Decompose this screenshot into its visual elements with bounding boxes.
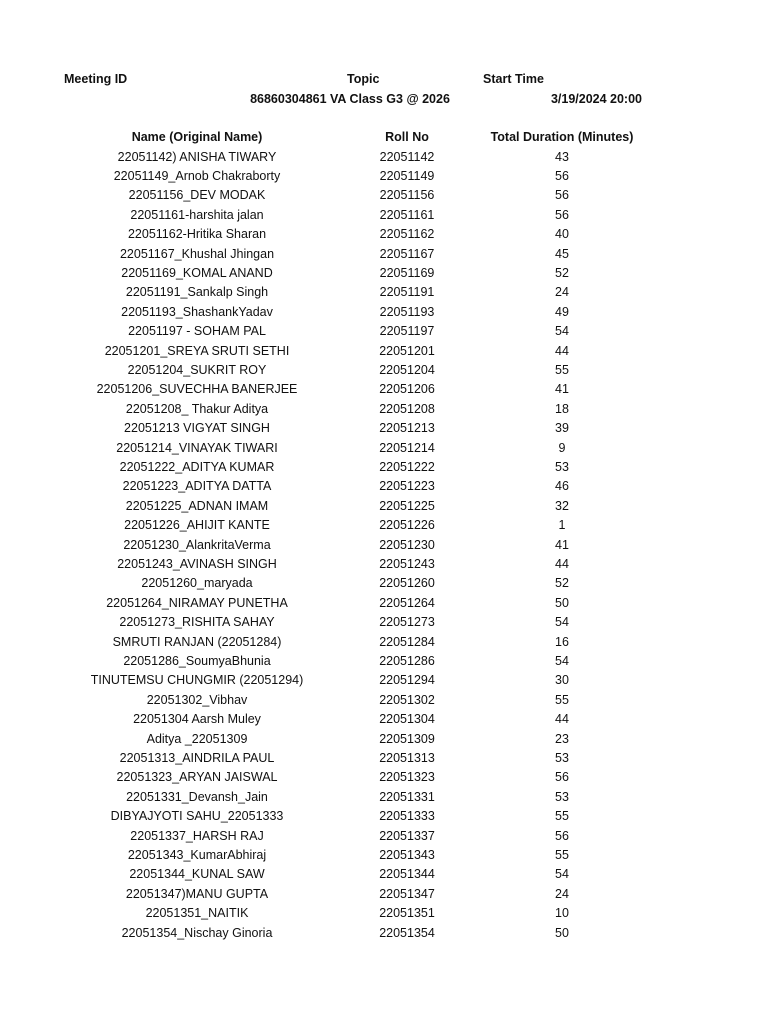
roll-no-cell: 22051354 [379, 925, 435, 940]
roll-no-cell: 22051243 [379, 556, 435, 571]
duration-cell: 49 [555, 304, 569, 319]
duration-cell: 44 [555, 343, 569, 358]
duration-cell: 45 [555, 246, 569, 261]
duration-cell: 41 [555, 537, 569, 552]
roll-no-cell: 22051286 [379, 653, 435, 668]
participant-name-cell: 22051347)MANU GUPTA [125, 886, 269, 901]
column-header-roll-no: Roll No [385, 130, 429, 144]
duration-cell: 56 [555, 207, 569, 222]
duration-cell: 55 [555, 362, 569, 377]
table-row [0, 362, 768, 381]
duration-cell: 53 [555, 750, 569, 765]
roll-no-cell: 22051142 [379, 149, 435, 164]
participant-name-cell: 22051208_ Thakur Aditya [125, 401, 269, 416]
duration-cell: 54 [555, 653, 569, 668]
duration-cell: 18 [555, 401, 569, 416]
duration-cell: 32 [555, 498, 569, 513]
table-row [0, 517, 768, 536]
participant-name-cell: 22051273_RISHITA SAHAY [119, 615, 275, 630]
table-row [0, 459, 768, 478]
roll-no-cell: 22051222 [379, 459, 435, 474]
table-row [0, 246, 768, 265]
duration-cell: 55 [555, 692, 569, 707]
participant-name-cell: 22051222_ADITYA KUMAR [119, 459, 275, 474]
participant-name-cell: 22051206_SUVECHHA BANERJEE [96, 382, 298, 397]
roll-no-cell: 22051284 [379, 634, 435, 649]
duration-cell: 52 [555, 576, 569, 591]
table-row [0, 634, 768, 653]
table-row [0, 595, 768, 614]
participant-name-cell: 22051156_DEV MODAK [128, 188, 266, 203]
roll-no-cell: 22051223 [379, 479, 435, 494]
table-row [0, 886, 768, 905]
duration-cell: 23 [555, 731, 569, 746]
duration-cell: 46 [555, 479, 569, 494]
roll-no-cell: 22051208 [379, 401, 435, 416]
participant-name-cell: Aditya _22051309 [146, 731, 248, 746]
duration-cell: 44 [555, 556, 569, 571]
duration-cell: 52 [555, 265, 569, 280]
roll-no-cell: 22051206 [379, 382, 435, 397]
participant-name-cell: 22051169_KOMAL ANAND [121, 265, 273, 280]
roll-no-cell: 22051337 [379, 828, 435, 843]
roll-no-cell: 22051162 [379, 227, 435, 242]
roll-no-cell: 22051344 [379, 867, 435, 882]
participant-name-cell: 22051201_SREYA SRUTI SETHI [104, 343, 290, 358]
duration-cell: 30 [555, 673, 569, 688]
meeting-id-label: Meeting ID [64, 72, 128, 86]
table-row [0, 440, 768, 459]
participant-name-cell: 22051167_Khushal Jhingan [119, 246, 275, 261]
table-row [0, 731, 768, 750]
table-row [0, 575, 768, 594]
roll-no-cell: 22051260 [379, 576, 435, 591]
table-row [0, 692, 768, 711]
table-row [0, 925, 768, 944]
roll-no-cell: 22051213 [379, 421, 435, 436]
duration-cell: 53 [555, 789, 569, 804]
participant-name-cell: 22051260_maryada [141, 576, 253, 591]
table-row [0, 401, 768, 420]
participant-name-cell: 22051162-Hritika Sharan [127, 227, 267, 242]
duration-cell: 43 [555, 149, 569, 164]
table-row [0, 828, 768, 847]
roll-no-cell: 22051230 [379, 537, 435, 552]
table-row [0, 343, 768, 362]
duration-cell: 56 [555, 168, 569, 183]
column-header-name: Name (Original Name) [131, 130, 263, 144]
table-row [0, 556, 768, 575]
duration-cell: 54 [555, 615, 569, 630]
roll-no-cell: 22051264 [379, 595, 435, 610]
participant-name-cell: 22051337_HARSH RAJ [130, 828, 264, 843]
roll-no-cell: 22051333 [379, 809, 435, 824]
table-row [0, 537, 768, 556]
participant-name-cell: 22051214_VINAYAK TIWARI [116, 440, 278, 455]
participant-name-cell: 22051149_Arnob Chakraborty [113, 168, 281, 183]
participant-name-cell: 22051225_ADNAN IMAM [125, 498, 269, 513]
duration-cell: 55 [555, 847, 569, 862]
participant-name-cell: DIBYAJYOTI SAHU_22051333 [110, 809, 284, 824]
roll-no-cell: 22051161 [379, 207, 435, 222]
table-row [0, 168, 768, 187]
roll-no-cell: 22051347 [379, 886, 435, 901]
participant-name-cell: 22051193_ShashankYadav [121, 304, 273, 319]
participant-name-cell: 22051323_ARYAN JAISWAL [116, 770, 278, 785]
roll-no-cell: 22051204 [379, 362, 435, 377]
roll-no-cell: 22051197 [379, 324, 435, 339]
table-row [0, 381, 768, 400]
roll-no-cell: 22051193 [379, 304, 435, 319]
duration-cell: 9 [558, 440, 566, 455]
table-row [0, 789, 768, 808]
participant-name-cell: 22051243_AVINASH SINGH [117, 556, 277, 571]
table-row [0, 769, 768, 788]
duration-cell: 41 [555, 382, 569, 397]
duration-cell: 39 [555, 421, 569, 436]
duration-cell: 50 [555, 925, 569, 940]
roll-no-cell: 22051313 [379, 750, 435, 765]
duration-cell: 24 [555, 285, 569, 300]
roll-no-cell: 22051294 [379, 673, 435, 688]
duration-cell: 44 [555, 712, 569, 727]
table-row [0, 226, 768, 245]
table-row [0, 187, 768, 206]
table-row [0, 653, 768, 672]
roll-no-cell: 22051273 [379, 615, 435, 630]
roll-no-cell: 22051149 [379, 168, 435, 183]
roll-no-cell: 22051191 [379, 285, 435, 300]
participant-name-cell: 22051197 - SOHAM PAL [128, 324, 266, 339]
table-row [0, 614, 768, 633]
table-row [0, 420, 768, 439]
roll-no-cell: 22051201 [379, 343, 435, 358]
table-row [0, 478, 768, 497]
participant-name-cell: 22051344_KUNAL SAW [129, 867, 265, 882]
table-row [0, 672, 768, 691]
table-row [0, 905, 768, 924]
roll-no-cell: 22051302 [379, 692, 435, 707]
participant-name-cell: 22051343_KumarAbhiraj [127, 847, 267, 862]
duration-cell: 10 [555, 906, 569, 921]
participant-name-cell: 22051161-harshita jalan [130, 207, 264, 222]
table-row [0, 498, 768, 517]
table-row [0, 750, 768, 769]
roll-no-cell: 22051331 [379, 789, 435, 804]
topic-value: 86860304861 VA Class G3 @ 2026 [250, 92, 450, 106]
duration-cell: 56 [555, 770, 569, 785]
table-row [0, 808, 768, 827]
duration-cell: 53 [555, 459, 569, 474]
participant-name-cell: 22051230_AlankritaVerma [123, 537, 271, 552]
table-row [0, 866, 768, 885]
table-row [0, 304, 768, 323]
participant-name-cell: 22051191_Sankalp Singh [125, 285, 269, 300]
duration-cell: 1 [558, 518, 566, 533]
topic-label: Topic [347, 72, 380, 86]
roll-no-cell: 22051225 [379, 498, 435, 513]
participant-name-cell: 22051302_Vibhav [146, 692, 248, 707]
roll-no-cell: 22051304 [379, 712, 435, 727]
participant-name-cell: 22051286_SoumyaBhunia [123, 653, 271, 668]
roll-no-cell: 22051309 [379, 731, 435, 746]
duration-cell: 50 [555, 595, 569, 610]
roll-no-cell: 22051323 [379, 770, 435, 785]
participant-name-cell: 22051313_AINDRILA PAUL [119, 750, 275, 765]
duration-cell: 24 [555, 886, 569, 901]
participant-name-cell: 22051142) ANISHA TIWARY [117, 149, 277, 164]
participant-name-cell: 22051331_Devansh_Jain [126, 789, 268, 804]
table-row [0, 149, 768, 168]
participant-name-cell: 22051304 Aarsh Muley [133, 712, 261, 727]
participant-name-cell: 22051354_Nischay Ginoria [121, 925, 273, 940]
participant-name-cell: 22051204_SUKRIT ROY [127, 362, 267, 377]
duration-cell: 56 [555, 828, 569, 843]
roll-no-cell: 22051167 [379, 246, 435, 261]
participant-name-cell: 22051226_AHIJIT KANTE [124, 518, 270, 533]
duration-cell: 56 [555, 188, 569, 203]
table-row [0, 711, 768, 730]
roll-no-cell: 22051169 [379, 265, 435, 280]
table-row [0, 207, 768, 226]
duration-cell: 54 [555, 867, 569, 882]
column-header-total-duration: Total Duration (Minutes) [490, 130, 634, 144]
roll-no-cell: 22051214 [379, 440, 435, 455]
participant-name-cell: TINUTEMSU CHUNGMIR (22051294) [90, 673, 304, 688]
participant-name-cell: SMRUTI RANJAN (22051284) [112, 634, 282, 649]
table-row [0, 284, 768, 303]
duration-cell: 55 [555, 809, 569, 824]
table-row [0, 265, 768, 284]
roll-no-cell: 22051351 [379, 906, 435, 921]
participant-name-cell: 22051213 VIGYAT SINGH [124, 421, 270, 436]
roll-no-cell: 22051226 [379, 518, 435, 533]
participant-name-cell: 22051351_NAITIK [145, 906, 249, 921]
participant-name-cell: 22051223_ADITYA DATTA [122, 479, 272, 494]
duration-cell: 40 [555, 227, 569, 242]
table-row [0, 847, 768, 866]
start-time-value: 3/19/2024 20:00 [550, 92, 642, 106]
roll-no-cell: 22051156 [379, 188, 435, 203]
roll-no-cell: 22051343 [379, 847, 435, 862]
duration-cell: 54 [555, 324, 569, 339]
duration-cell: 16 [555, 634, 569, 649]
participant-name-cell: 22051264_NIRAMAY PUNETHA [106, 595, 288, 610]
table-row [0, 323, 768, 342]
start-time-label: Start Time [483, 72, 544, 86]
